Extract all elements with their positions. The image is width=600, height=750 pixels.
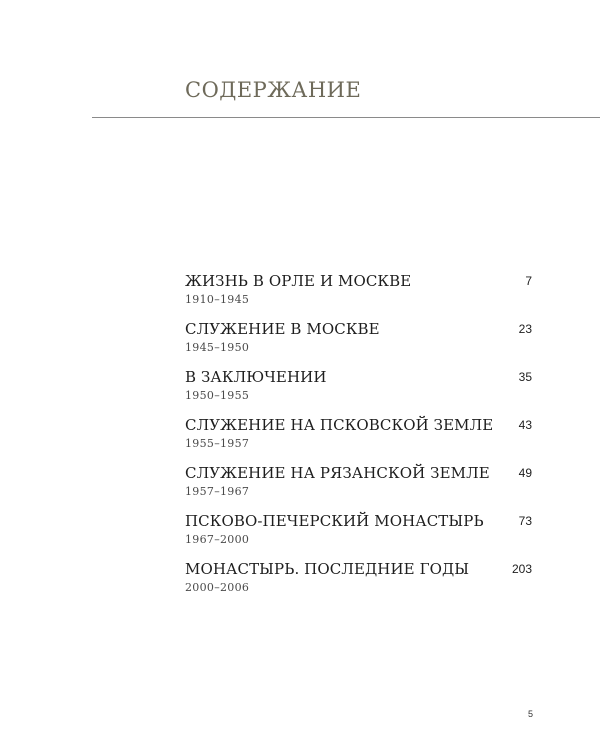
toc-entry[interactable] xyxy=(185,464,535,512)
toc-entry-page-number: 23 xyxy=(518,322,532,336)
toc-entry-title: В ЗАКЛЮЧЕНИИ xyxy=(185,368,327,386)
toc-entry-page-number: 7 xyxy=(525,274,532,288)
toc-entry[interactable] xyxy=(185,512,535,560)
title-divider xyxy=(92,117,600,118)
toc-entry[interactable] xyxy=(185,416,535,464)
toc-entry[interactable] xyxy=(185,368,535,416)
toc-entry-title: МОНАСТЫРЬ. ПОСЛЕДНИЕ ГОДЫ xyxy=(185,560,470,578)
toc-entry-years: 1955–1957 xyxy=(185,437,250,450)
toc-entry[interactable] xyxy=(185,320,535,368)
toc-entry-page-number: 43 xyxy=(518,418,532,432)
toc-entry-title: СЛУЖЕНИЕ НА РЯЗАНСКОЙ ЗЕМЛЕ xyxy=(185,464,490,482)
toc-entry-years: 1957–1967 xyxy=(185,485,250,498)
page-title: СОДЕРЖАНИЕ xyxy=(185,78,362,102)
toc-entry-title: СЛУЖЕНИЕ В МОСКВЕ xyxy=(185,320,380,338)
page-number: 5 xyxy=(528,709,534,719)
toc-entry-page-number: 35 xyxy=(518,370,532,384)
table-of-contents xyxy=(185,272,535,608)
toc-entry-years: 1910–1945 xyxy=(185,293,250,306)
toc-entry-years: 1945–1950 xyxy=(185,341,250,354)
toc-entry[interactable] xyxy=(185,272,535,320)
toc-entry-title: ПСКОВО-ПЕЧЕРСКИЙ МОНАСТЫРЬ xyxy=(185,512,484,530)
toc-entry[interactable] xyxy=(185,560,535,608)
toc-entry-page-number: 49 xyxy=(518,466,532,480)
toc-entry-years: 2000–2006 xyxy=(185,581,250,594)
toc-entry-page-number: 203 xyxy=(511,562,532,576)
toc-entry-page-number: 73 xyxy=(518,514,532,528)
toc-entry-years: 1967–2000 xyxy=(185,533,250,546)
toc-entry-title: СЛУЖЕНИЕ НА ПСКОВСКОЙ ЗЕМЛЕ xyxy=(185,416,494,434)
toc-entry-years: 1950–1955 xyxy=(185,389,250,402)
toc-entry-title: ЖИЗНЬ В ОРЛЕ И МОСКВЕ xyxy=(185,272,412,290)
